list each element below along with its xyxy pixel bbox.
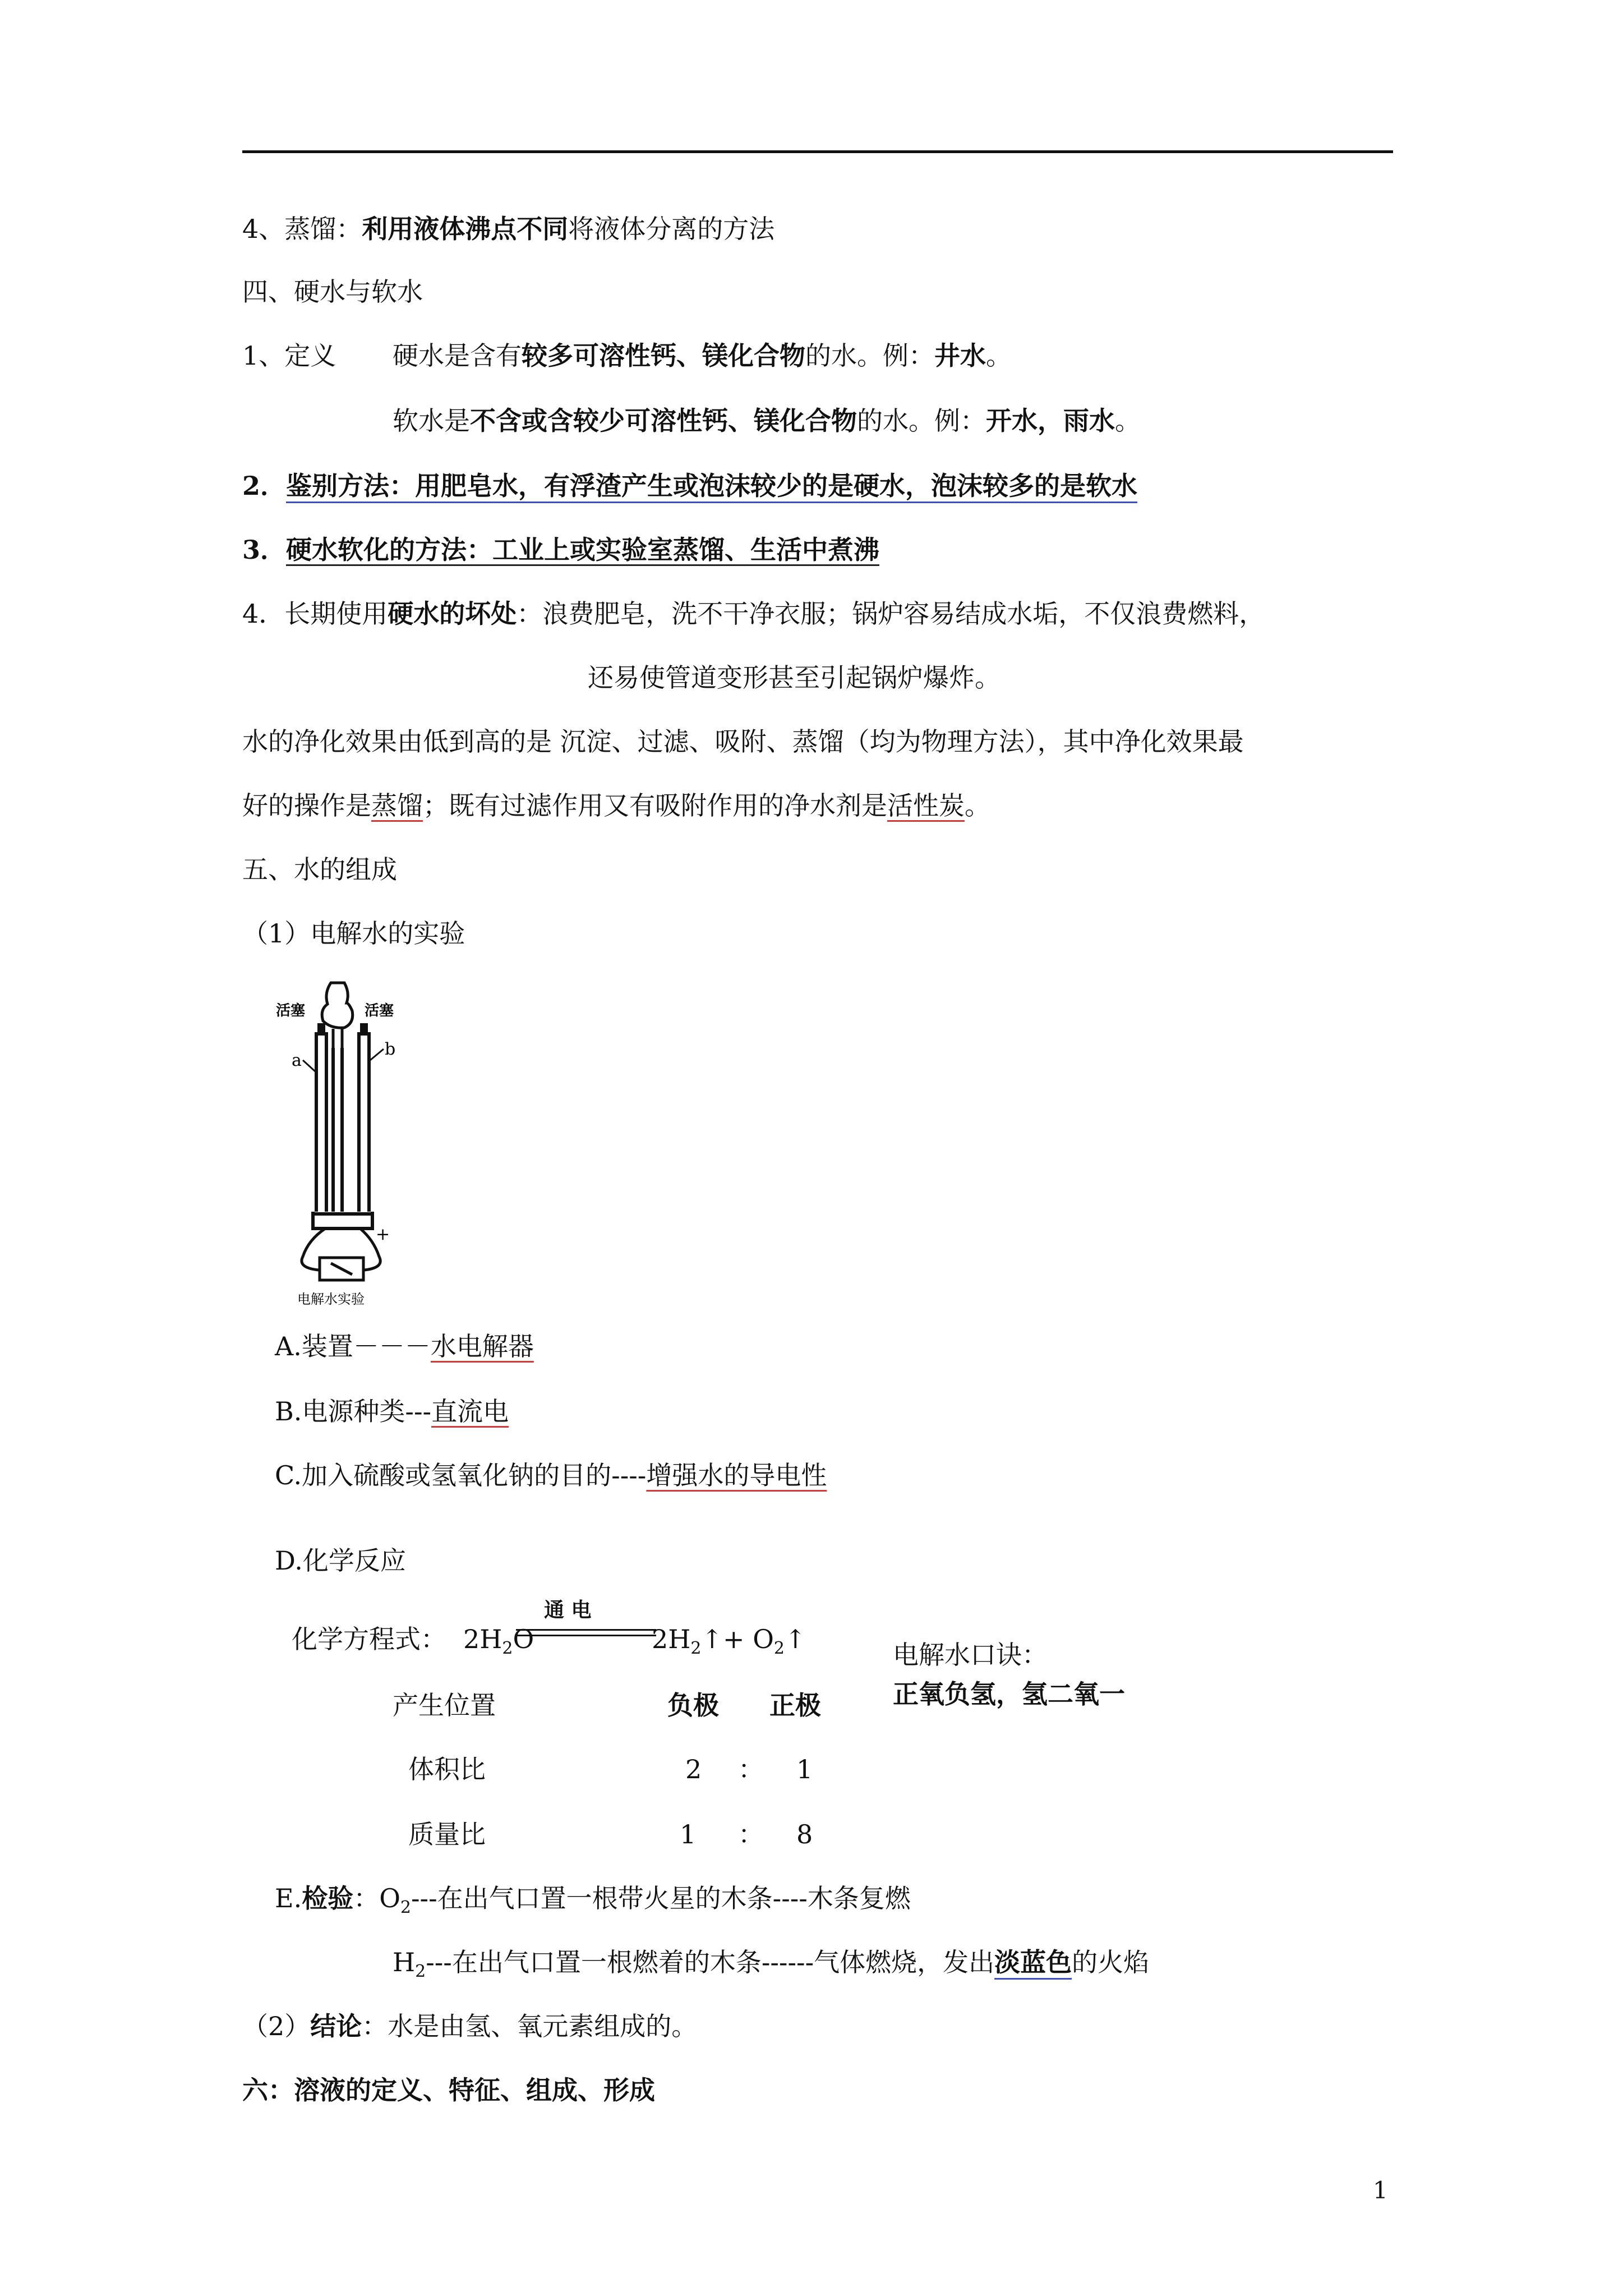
mass-separator: ： [738,1819,764,1849]
distillation-suffix: 将液体分离的方法 [568,214,775,244]
soft-text-1: 软水是 [393,406,470,436]
hydrogen-symbol: H [393,1947,416,1977]
soften-method [242,533,879,567]
purify-text-e: 。 [965,790,990,821]
item-d: D.化学反应 [275,1545,406,1576]
section4-title: 四、硬水与软水 [242,277,423,307]
hard-water-definition [393,339,1012,372]
product-arrow-1: ↑+ O [701,1624,774,1654]
conclusion [242,2009,697,2043]
product-arrow-2: ↑ [785,1624,806,1654]
conclusion-text: ：水是由氢、氧元素组成的。 [362,2011,698,2041]
harm-number: 4．长期使用 [242,599,388,629]
product-o-sub: 2 [773,1639,785,1658]
purify-line-2 [242,789,990,822]
mass-ratio-label: 质量比 [408,1819,486,1849]
harm-bold: 硬水的坏处 [388,599,517,629]
gas-tubes [313,1032,372,1228]
soft-text-3: 。 [1115,406,1141,436]
hard-bold-2: 井水 [934,341,986,371]
conclusion-bold: 结论 [310,2011,362,2041]
experiment-title: （1）电解水的实验 [242,918,465,949]
item-c-prefix: C.加入硫酸或氢氧化钠的目的---- [275,1460,647,1490]
harm-text: ：浪费肥皂，洗不干净衣服；锅炉容易结成水垢，不仅浪费燃料， [517,599,1265,629]
soft-bold-1: 不含或含较少可溶性钙、镁化合物 [470,406,857,436]
item-c-answer: 增强水的导电性 [646,1460,827,1490]
hard-text-1: 硬水是含有 [393,341,522,371]
soft-water-definition [393,404,1141,438]
identify-number: 2． [242,471,287,501]
item-e-prefix: E. [275,1883,302,1913]
hydrogen-flame-color: 淡蓝色 [994,1947,1072,1977]
hard-water-harm [242,597,1265,631]
page-number: 1 [1373,2177,1388,2204]
section6-title: 六：溶液的定义、特征、组成、形成 [242,2075,655,2105]
equation-label: 化学方程式： [292,1624,446,1654]
reaction-condition: 通 电 [544,1598,592,1622]
equation-line-top [516,1629,656,1631]
conclusion-prefix: （2） [242,2011,311,2041]
volume-separator: ： [738,1754,764,1784]
reactant-h: 2H [463,1624,502,1654]
distillation-prefix: 4、蒸馏： [242,214,362,244]
purify-answer-carbon: 活性炭 [887,790,965,821]
hard-text-3: 。 [986,341,1012,371]
battery-icon [302,1228,380,1280]
section5-title: 五、水的组成 [242,854,397,885]
oxygen-test-text: ---在出气口置一根带火星的木条----木条复燃 [411,1883,911,1913]
item-e-oxygen [275,1881,911,1925]
item-a [275,1329,534,1363]
definition-label: 1、定义 [242,341,336,371]
mass-negative: 1 [680,1819,697,1849]
item-b-prefix: B.电源种类--- [275,1396,432,1427]
tube-a-label: a [292,1051,302,1070]
identify-method [242,469,1137,503]
figure-caption: 电解水实验 [297,1291,365,1307]
header-rule [242,150,1393,153]
item-b-answer: 直流电 [431,1396,509,1427]
hard-bold-1: 较多可溶性钙、镁化合物 [522,341,805,371]
mnemonic-title: 电解水口诀： [893,1640,1048,1670]
item-e-bold: 检验 [302,1883,354,1913]
stopcock-left-label: 活塞 [276,1002,306,1019]
soft-bold-2: 开水，雨水 [986,406,1115,436]
reactant-o: O [513,1624,534,1654]
identify-text: 鉴别方法：用肥皂水，有浮渣产生或泡沫较少的是硬水，泡沫较多的是软水 [286,471,1138,501]
soft-text-2: 的水。例： [857,406,986,436]
equation-products [652,1622,806,1665]
table-positive-header: 正极 [769,1690,821,1720]
product-h: 2H [652,1624,691,1654]
item-a-prefix: A.装置－－－ [275,1331,431,1361]
table-negative-header: 负极 [667,1690,719,1720]
hard-water-harm-cont: 还易使管道变形甚至引起锅炉爆炸。 [588,662,1000,693]
plus-terminal-label: + [376,1225,390,1244]
volume-ratio-label: 体积比 [408,1754,486,1784]
soften-number: 3． [242,535,287,565]
hard-text-2: 的水。例： [805,341,934,371]
table-row-header: 产生位置 [393,1690,496,1720]
purify-text-a: 好的操作是 [242,790,371,821]
purify-text-c: ；既有过滤作用又有吸附作用的净水剂是 [423,790,887,821]
mass-positive: 8 [796,1819,813,1849]
product-h-sub: 2 [690,1639,702,1658]
purify-line-1: 水的净化效果由低到高的是 沉淀、过滤、吸附、蒸馏（均为物理方法），其中净化效果最 [242,726,1244,757]
equation-line-bottom [516,1635,656,1636]
volume-negative: 2 [685,1754,702,1784]
distillation-line [242,212,774,246]
tube-b-label: b [385,1039,396,1059]
hydrogen-test-text: ---在出气口置一根燃着的木条------气体燃烧，发出 [426,1947,995,1977]
item-a-answer: 水电解器 [430,1331,534,1361]
soften-text: 硬水软化的方法：工业上或实验室蒸馏、生活中煮沸 [286,535,880,565]
oxygen-symbol: O [379,1883,400,1913]
volume-positive: 1 [796,1754,813,1784]
mnemonic-text: 正氧负氢，氢二氧一 [893,1679,1125,1709]
oxygen-sub: 2 [400,1898,412,1917]
item-b [275,1395,509,1428]
electrolysis-apparatus-figure [275,976,404,1307]
hydrogen-sub: 2 [415,1962,426,1981]
item-e-hydrogen [393,1945,1149,1989]
distillation-bold: 利用液体沸点不同 [362,214,569,244]
stopcock-right-label: 活塞 [365,1002,394,1019]
hydrogen-test-text-end: 的火焰 [1072,1947,1150,1977]
reactant-sub: 2 [502,1639,513,1658]
item-e-colon: ： [353,1883,380,1913]
purify-answer-distillation: 蒸馏 [371,790,423,821]
item-c [275,1458,827,1492]
